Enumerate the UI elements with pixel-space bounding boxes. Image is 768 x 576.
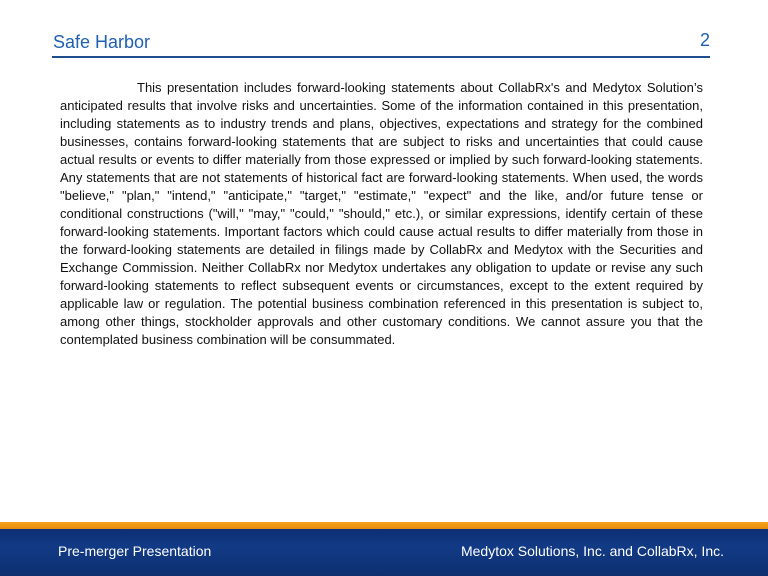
footer-presentation-label: Pre-merger Presentation <box>58 543 212 559</box>
footer-bar <box>0 522 768 576</box>
page-number: 2 <box>699 30 710 50</box>
disclaimer-paragraph: This presentation includes forward-looking statements about CollabRx's and Medytox Solution’s anticipated results that involve risks and uncertainties. Some of the information contained in this presentation, including statements as to industry trends and plans, objectives, expectations and strategy for the combined businesses, contains forward-looking statements that are subject to risks and uncertainties that could cause actual results or events to differ materially from those expressed or implied by such forward-looking statements. Any statements that are not statements of historical fact are forward-looking statements. When used, the words "believe," "plan," "intend," "anticipate," "target," "estimate," "expect" and the like, and/or future tense or conditional constructions ("will," "may," "could," "should," etc.), or similar expressions, identify certain of these forward-looking statements. Important factors which could cause actual results to differ materially from those in the forward-looking statements are detailed in filings made by CollabRx and Medytox with the Securities and Exchange Commission. Neither CollabRx nor Medytox undertakes any obligation to update or revise any such forward-looking statements to reflect subsequent events or circumstances, except to the extent required by applicable law or regulation. The potential business combination referenced in this presentation is subject to, among other things, stockholder approvals and other customary conditions. We cannot assure you that the contemplated business combination will be consummated. <box>60 80 703 347</box>
slide-title: Safe Harbor <box>53 32 151 52</box>
footer-company-names: Medytox Solutions, Inc. and CollabRx, Inc. <box>460 543 724 559</box>
slide-header <box>52 30 710 58</box>
footer-accent-stripe <box>0 522 768 529</box>
